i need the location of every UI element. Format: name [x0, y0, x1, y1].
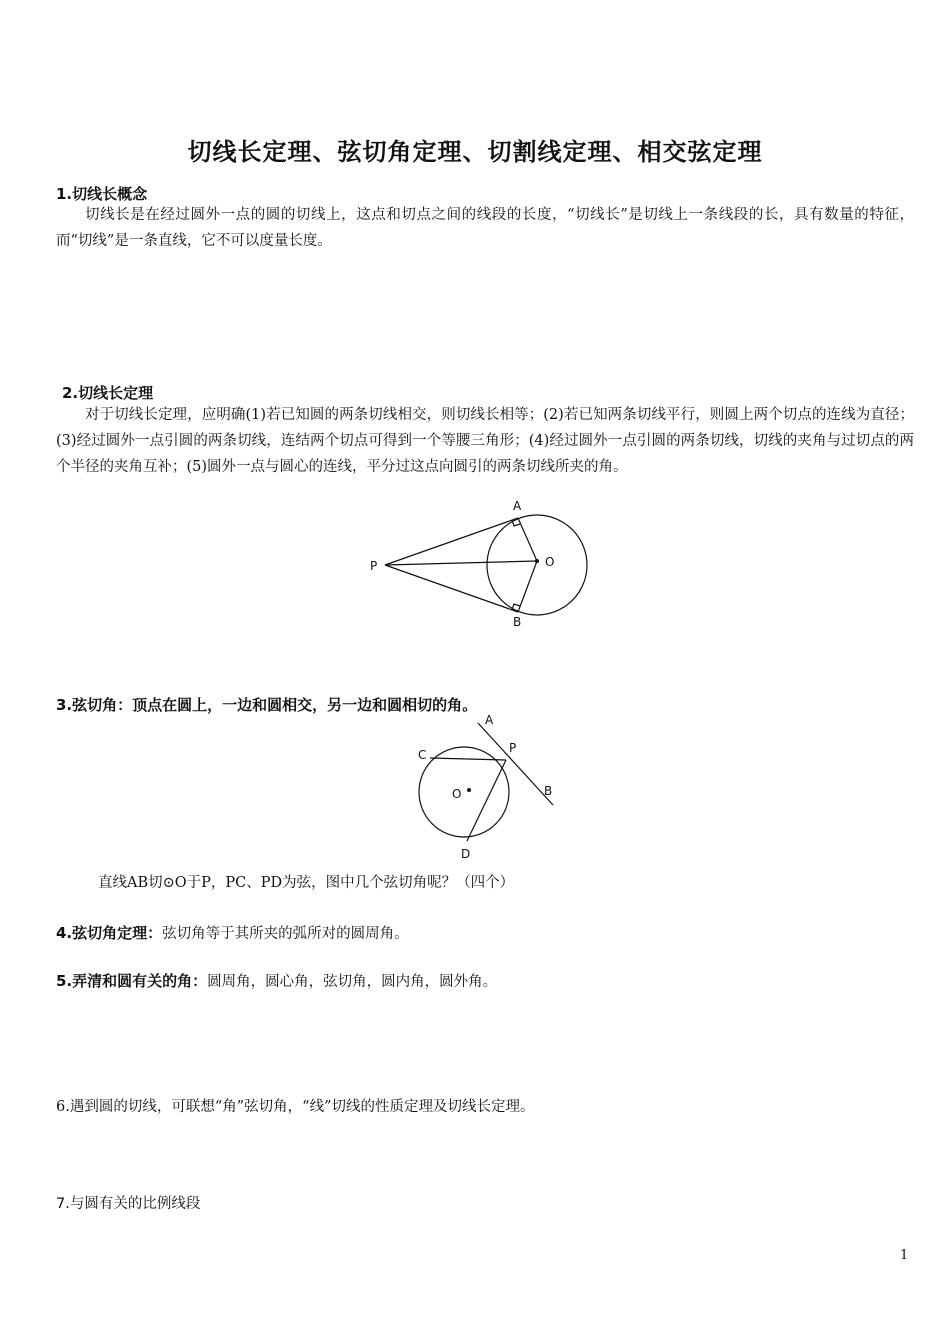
section-7-heading: 7.与圆有关的比例线段: [56, 1196, 201, 1212]
tangent-PB: [385, 565, 518, 612]
tangent-length-figure: [360, 495, 600, 635]
label-B: B: [544, 784, 553, 798]
section-5-text: 圆周角，圆心角，弦切角，圆内角，圆外角。: [207, 974, 498, 990]
page-number: 1: [900, 1248, 909, 1263]
section-4: [56, 920, 409, 947]
section-2-text: 对于切线长定理，应明确(1)若已知圆的两条切线相交，则切线长相等；(2)若已知两条切线平行，则圆上两个切点的连线为直径；(3)经过圆外一点引圆的两条切线，连结两个切点可得到一个等腰三角形；(4)经过圆外一点引圆的两条切线，切线的夹角与过切点的两个半径的夹角互补；(5)圆外一点与圆心的连线，平分过这点向圆引的两条切线所夹的角。: [56, 407, 914, 475]
center-dot: [467, 788, 471, 792]
label-C: C: [418, 748, 427, 762]
label-P: P: [509, 741, 517, 755]
segment-PO: [385, 561, 537, 565]
figure-2-caption: 直线AB切⊙O于P，PC、PD为弦，图中几个弦切角呢？（四个）: [98, 875, 515, 891]
center-dot: [535, 559, 539, 563]
section-6-text: 6.遇到圆的切线，可联想“角”弦切角，“线”切线的性质定理及切线长定理。: [56, 1099, 535, 1115]
section-2-heading: 2.切线长定理: [62, 384, 154, 402]
page-title: 切线长定理、弦切角定理、切割线定理、相交弦定理: [187, 137, 763, 166]
section-4-text: 弦切角等于其所夹的弧所对的圆周角。: [162, 926, 409, 942]
section-5-heading: 5.弄清和圆有关的角：: [56, 972, 208, 990]
label-D: D: [461, 847, 471, 861]
label-A: A: [485, 713, 494, 727]
label-O: O: [452, 787, 462, 801]
figure2-circle: [419, 747, 509, 837]
chord-tangent-figure: [405, 712, 565, 862]
section-5: [56, 968, 497, 995]
label-A: A: [513, 499, 522, 513]
label-O: O: [545, 555, 555, 569]
section-1-text: 切线长是在经过圆外一点的圆的切线上，这点和切点之间的线段的长度，“切线长”是切线上一条线段的长，具有数量的特征，而“切线”是一条直线，它不可以度量长度。: [56, 207, 914, 249]
tangent-AB: [478, 723, 553, 805]
section-4-heading: 4.弦切角定理：: [56, 924, 163, 942]
radius-OB: [518, 561, 537, 612]
figure1-circle: [487, 515, 587, 615]
chord-PD: [467, 760, 506, 841]
label-P: P: [370, 559, 378, 573]
radius-OA: [518, 518, 537, 561]
label-B: B: [513, 615, 522, 629]
section-3-heading: 3.弦切角：顶点在圆上，一边和圆相交，另一边和圆相切的角。: [56, 696, 478, 714]
tangent-PA: [385, 518, 518, 565]
section-1-heading: 1.切线长概念: [56, 185, 148, 203]
